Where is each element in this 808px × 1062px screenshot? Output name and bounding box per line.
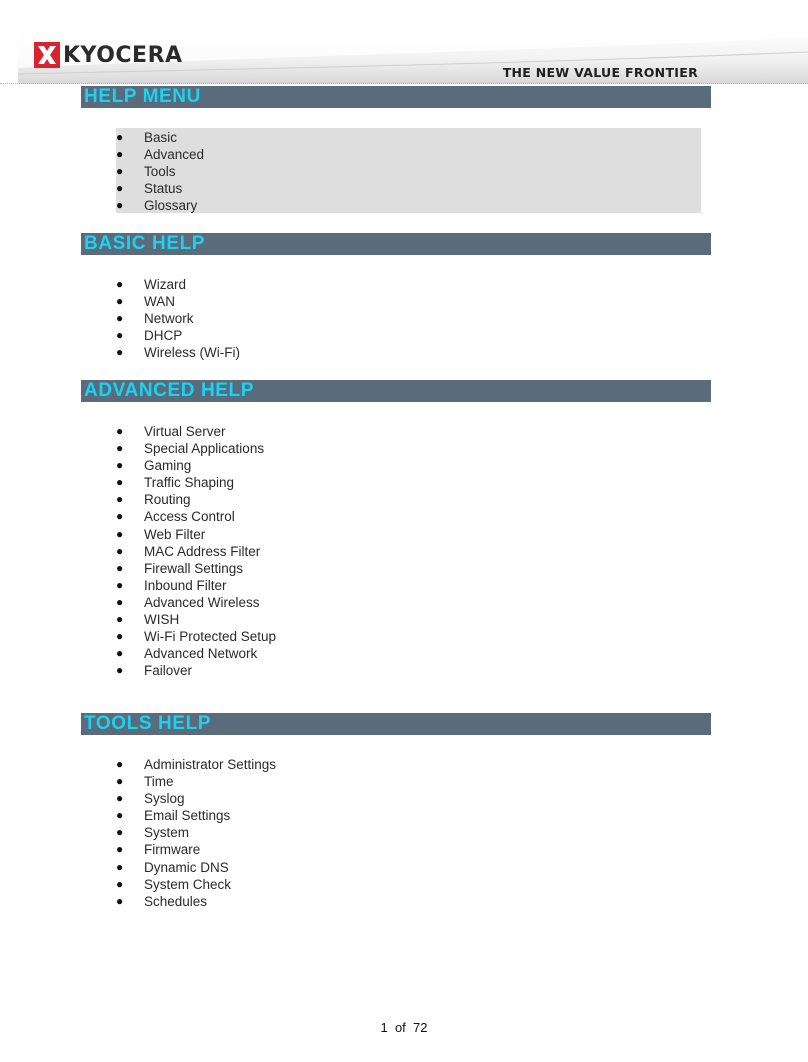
list-item[interactable]: ● Access Control — [116, 509, 235, 525]
list-item[interactable]: ● Schedules — [116, 893, 208, 909]
list-item[interactable]: ● Administrator Settings — [116, 757, 277, 772]
list-item[interactable]: ● Inbound Filter — [116, 577, 227, 593]
list-item[interactable]: ● Firmware — [116, 842, 201, 858]
list-item[interactable]: ● Email Settings — [116, 808, 231, 824]
list-item[interactable]: ● Special Applications — [116, 441, 265, 457]
help-menu-item-tools[interactable]: ● Tools — [116, 164, 176, 180]
basic-help-list — [116, 276, 240, 361]
section-header-basic-help — [81, 233, 711, 255]
list-item[interactable]: ● Dynamic DNS — [116, 859, 229, 875]
help-menu-item-advanced[interactable]: ● Advanced — [116, 147, 205, 163]
list-item[interactable]: ● System Check — [116, 876, 232, 892]
page-number — [0, 1020, 808, 1035]
list-item[interactable]: ● Gaming — [116, 458, 192, 474]
list-item[interactable]: ● Traffic Shaping — [116, 475, 235, 491]
list-item[interactable]: ● Time — [116, 774, 174, 790]
help-menu-item-glossary[interactable]: ● Glossary — [116, 198, 198, 214]
section-header-help-menu — [81, 86, 711, 108]
list-item[interactable]: ● WISH — [116, 612, 180, 628]
section-title: HELP MENU — [84, 86, 201, 107]
list-item[interactable]: ● Failover — [116, 663, 193, 679]
list-item[interactable]: ● Virtual Server — [116, 424, 226, 439]
header-divider — [0, 83, 808, 84]
list-item[interactable]: ● Advanced Wireless — [116, 594, 260, 610]
page-header — [18, 28, 808, 84]
list-item[interactable]: ● Firewall Settings — [116, 560, 244, 576]
list-item[interactable]: ● WAN — [116, 294, 175, 310]
tagline: THE NEW VALUE FRONTIER — [502, 65, 698, 80]
page-current: 1 — [380, 1020, 388, 1035]
list-item[interactable]: ● Wi-Fi Protected Setup — [116, 629, 277, 645]
list-item[interactable]: ● Routing — [116, 492, 191, 508]
help-menu-item-status[interactable]: ● Status — [116, 181, 183, 197]
list-item[interactable]: ● Wireless (Wi-Fi) — [116, 345, 240, 361]
advanced-help-list — [116, 423, 276, 679]
page-total: 72 — [413, 1020, 428, 1035]
help-menu-item-basic[interactable]: ● Basic — [116, 130, 178, 145]
list-item[interactable]: ● Network — [116, 311, 194, 327]
list-item[interactable]: ● DHCP — [116, 328, 183, 344]
list-item[interactable]: ● Advanced Network — [116, 646, 258, 662]
section-title: BASIC HELP — [84, 233, 206, 254]
help-menu-list — [116, 129, 204, 214]
section-title: ADVANCED HELP — [84, 380, 255, 401]
list-item[interactable]: ● MAC Address Filter — [116, 543, 261, 559]
logo-text: KYOCERA — [63, 42, 183, 68]
kyocera-logo — [34, 42, 183, 68]
list-item[interactable]: ● Syslog — [116, 791, 185, 807]
list-item[interactable]: ● System — [116, 825, 190, 841]
page-of-label: of — [394, 1020, 406, 1035]
section-title: TOOLS HELP — [84, 713, 212, 734]
section-header-tools-help — [81, 713, 711, 735]
list-item[interactable]: ● Wizard — [116, 277, 187, 292]
kyocera-logo-mark-icon — [34, 42, 60, 68]
tools-help-list — [116, 756, 276, 910]
list-item[interactable]: ● Web Filter — [116, 526, 206, 542]
section-header-advanced-help — [81, 380, 711, 402]
